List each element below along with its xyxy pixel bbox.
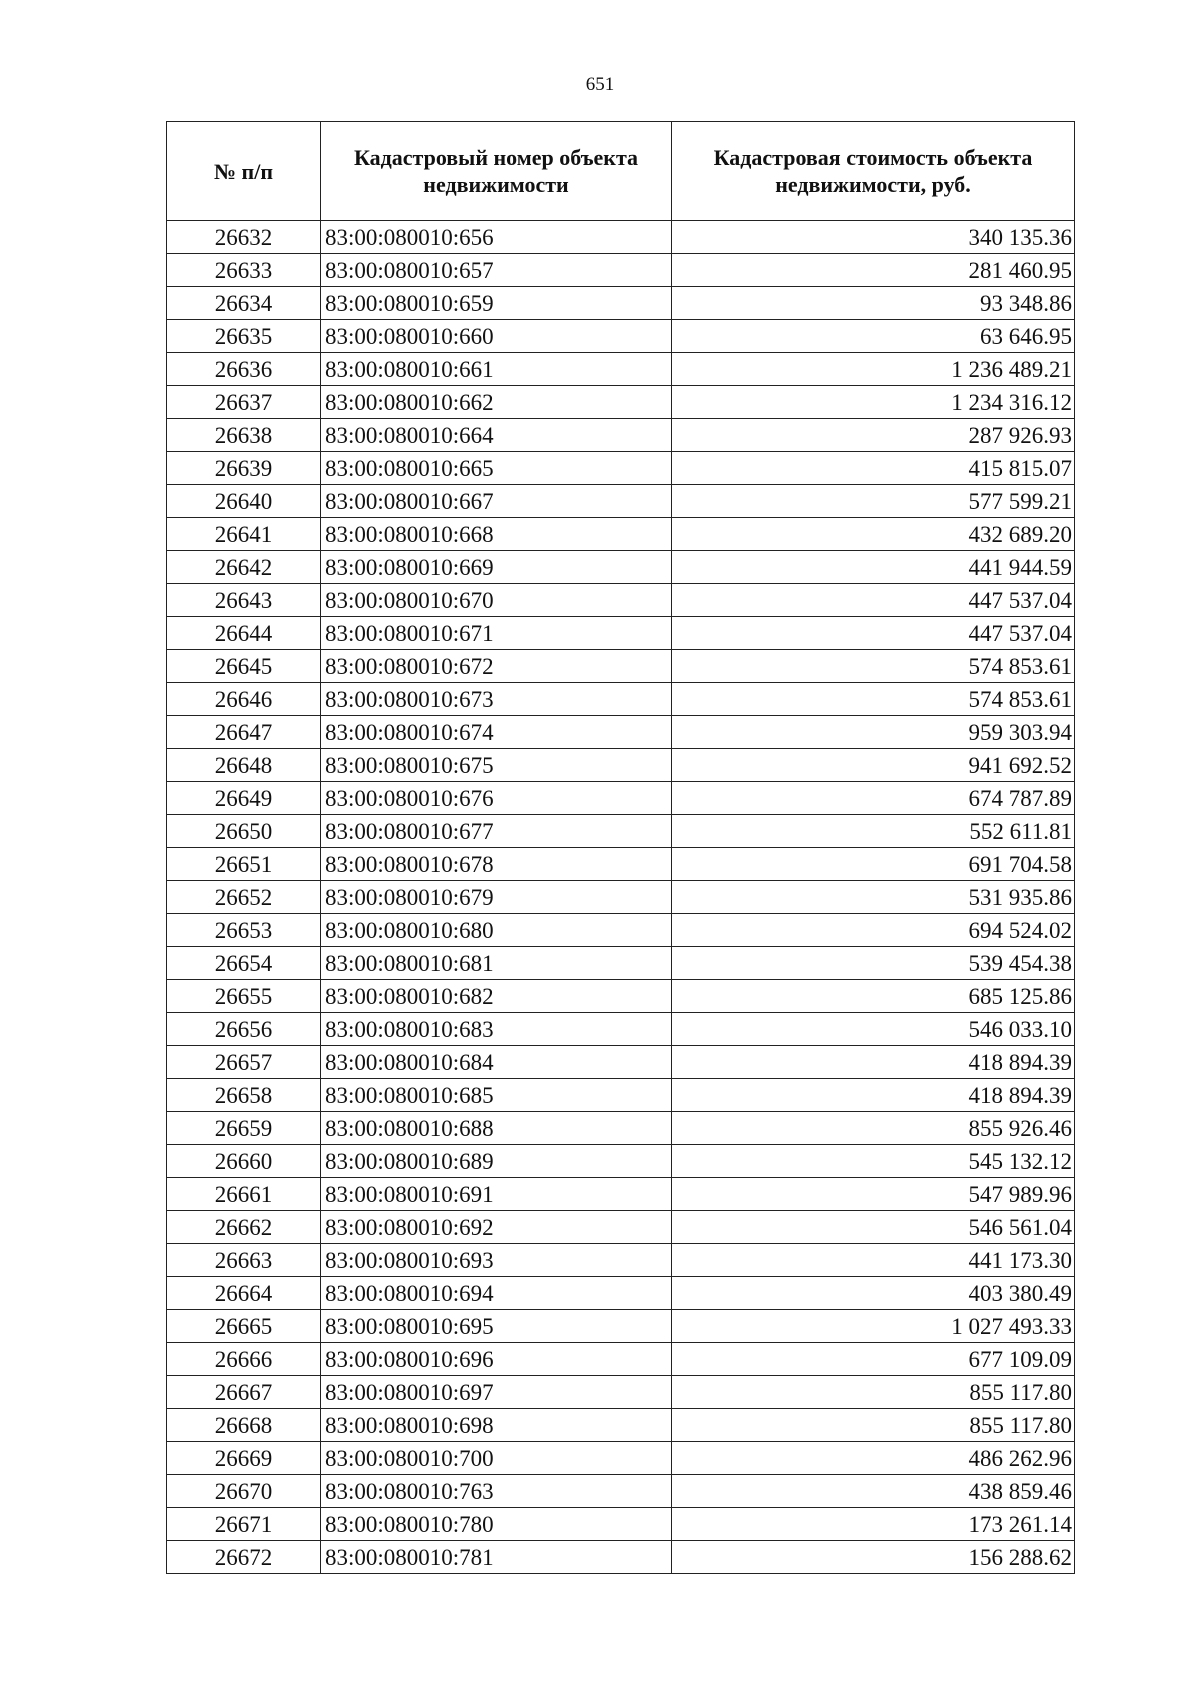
row-number-cell: 26646 [167, 683, 321, 716]
table-row [167, 782, 1075, 815]
cadastral-value-cell: 63 646.95 [672, 320, 1075, 353]
table-row [167, 1244, 1075, 1277]
cadastral-value-cell: 403 380.49 [672, 1277, 1075, 1310]
cadastral-number-cell: 83:00:080010:676 [321, 782, 672, 815]
cadastral-value-cell: 447 537.04 [672, 617, 1075, 650]
row-number-cell: 26653 [167, 914, 321, 947]
table-row [167, 1541, 1075, 1574]
cadastral-value-cell: 418 894.39 [672, 1046, 1075, 1079]
cadastral-value-cell: 547 989.96 [672, 1178, 1075, 1211]
cadastral-value-cell: 691 704.58 [672, 848, 1075, 881]
cadastral-number-cell: 83:00:080010:664 [321, 419, 672, 452]
cadastral-value-cell: 959 303.94 [672, 716, 1075, 749]
cadastral-value-cell: 531 935.86 [672, 881, 1075, 914]
table-row [167, 419, 1075, 452]
table-row [167, 1079, 1075, 1112]
cadastral-value-cell: 674 787.89 [672, 782, 1075, 815]
table-row [167, 980, 1075, 1013]
table-row [167, 881, 1075, 914]
row-number-cell: 26633 [167, 254, 321, 287]
table-row [167, 1211, 1075, 1244]
cadastral-number-cell: 83:00:080010:671 [321, 617, 672, 650]
cadastral-value-cell: 941 692.52 [672, 749, 1075, 782]
row-number-cell: 26661 [167, 1178, 321, 1211]
row-number-cell: 26642 [167, 551, 321, 584]
table-row [167, 683, 1075, 716]
cadastral-value-cell: 855 926.46 [672, 1112, 1075, 1145]
row-number-cell: 26636 [167, 353, 321, 386]
table-row [167, 1409, 1075, 1442]
cadastral-value-table [166, 121, 1075, 1574]
cadastral-number-cell: 83:00:080010:683 [321, 1013, 672, 1046]
row-number-cell: 26632 [167, 221, 321, 254]
cadastral-value-cell: 685 125.86 [672, 980, 1075, 1013]
table-row [167, 1046, 1075, 1079]
row-number-cell: 26664 [167, 1277, 321, 1310]
row-number-cell: 26667 [167, 1376, 321, 1409]
header-cadastral-value: Кадастровая стоимость объекта недвижимости, руб. [672, 122, 1075, 221]
table-row [167, 1277, 1075, 1310]
cadastral-value-cell: 281 460.95 [672, 254, 1075, 287]
row-number-cell: 26648 [167, 749, 321, 782]
row-number-cell: 26672 [167, 1541, 321, 1574]
cadastral-value-cell: 486 262.96 [672, 1442, 1075, 1475]
table-row [167, 452, 1075, 485]
cadastral-number-cell: 83:00:080010:685 [321, 1079, 672, 1112]
row-number-cell: 26650 [167, 815, 321, 848]
cadastral-value-cell: 1 234 316.12 [672, 386, 1075, 419]
table-row [167, 815, 1075, 848]
row-number-cell: 26660 [167, 1145, 321, 1178]
cadastral-number-cell: 83:00:080010:781 [321, 1541, 672, 1574]
cadastral-number-cell: 83:00:080010:675 [321, 749, 672, 782]
table-row [167, 1013, 1075, 1046]
cadastral-number-cell: 83:00:080010:662 [321, 386, 672, 419]
table-row [167, 254, 1075, 287]
table-row [167, 617, 1075, 650]
cadastral-value-cell: 432 689.20 [672, 518, 1075, 551]
row-number-cell: 26644 [167, 617, 321, 650]
cadastral-number-cell: 83:00:080010:700 [321, 1442, 672, 1475]
row-number-cell: 26665 [167, 1310, 321, 1343]
table-row [167, 1112, 1075, 1145]
cadastral-number-cell: 83:00:080010:667 [321, 485, 672, 518]
row-number-cell: 26643 [167, 584, 321, 617]
row-number-cell: 26669 [167, 1442, 321, 1475]
table-row [167, 518, 1075, 551]
row-number-cell: 26635 [167, 320, 321, 353]
row-number-cell: 26663 [167, 1244, 321, 1277]
cadastral-value-cell: 173 261.14 [672, 1508, 1075, 1541]
cadastral-number-cell: 83:00:080010:696 [321, 1343, 672, 1376]
table-row [167, 221, 1075, 254]
cadastral-number-cell: 83:00:080010:697 [321, 1376, 672, 1409]
cadastral-value-cell: 418 894.39 [672, 1079, 1075, 1112]
row-number-cell: 26634 [167, 287, 321, 320]
cadastral-value-cell: 340 135.36 [672, 221, 1075, 254]
cadastral-value-cell: 855 117.80 [672, 1376, 1075, 1409]
cadastral-value-cell: 577 599.21 [672, 485, 1075, 518]
cadastral-number-cell: 83:00:080010:780 [321, 1508, 672, 1541]
header-row [167, 122, 1075, 221]
cadastral-value-cell: 694 524.02 [672, 914, 1075, 947]
cadastral-value-cell: 441 944.59 [672, 551, 1075, 584]
cadastral-value-cell: 574 853.61 [672, 650, 1075, 683]
header-num: № п/п [167, 122, 321, 221]
cadastral-value-cell: 546 561.04 [672, 1211, 1075, 1244]
cadastral-value-cell: 677 109.09 [672, 1343, 1075, 1376]
table-header [167, 122, 1075, 221]
cadastral-number-cell: 83:00:080010:679 [321, 881, 672, 914]
row-number-cell: 26652 [167, 881, 321, 914]
row-number-cell: 26662 [167, 1211, 321, 1244]
cadastral-value-cell: 855 117.80 [672, 1409, 1075, 1442]
cadastral-number-cell: 83:00:080010:657 [321, 254, 672, 287]
table-row [167, 1343, 1075, 1376]
cadastral-value-cell: 447 537.04 [672, 584, 1075, 617]
table-row [167, 353, 1075, 386]
cadastral-value-cell: 93 348.86 [672, 287, 1075, 320]
table-row [167, 584, 1075, 617]
table-row [167, 1508, 1075, 1541]
row-number-cell: 26645 [167, 650, 321, 683]
row-number-cell: 26671 [167, 1508, 321, 1541]
row-number-cell: 26666 [167, 1343, 321, 1376]
table-row [167, 320, 1075, 353]
table-row [167, 1145, 1075, 1178]
cadastral-value-cell: 441 173.30 [672, 1244, 1075, 1277]
cadastral-number-cell: 83:00:080010:660 [321, 320, 672, 353]
cadastral-number-cell: 83:00:080010:692 [321, 1211, 672, 1244]
table-row [167, 716, 1075, 749]
row-number-cell: 26640 [167, 485, 321, 518]
table-row [167, 1475, 1075, 1508]
cadastral-value-cell: 287 926.93 [672, 419, 1075, 452]
table-row [167, 848, 1075, 881]
row-number-cell: 26638 [167, 419, 321, 452]
cadastral-number-cell: 83:00:080010:682 [321, 980, 672, 1013]
cadastral-number-cell: 83:00:080010:659 [321, 287, 672, 320]
cadastral-number-cell: 83:00:080010:672 [321, 650, 672, 683]
row-number-cell: 26659 [167, 1112, 321, 1145]
cadastral-number-cell: 83:00:080010:670 [321, 584, 672, 617]
cadastral-number-cell: 83:00:080010:689 [321, 1145, 672, 1178]
cadastral-number-cell: 83:00:080010:694 [321, 1277, 672, 1310]
table-row [167, 485, 1075, 518]
page-number: 651 [585, 74, 615, 95]
cadastral-value-cell: 546 033.10 [672, 1013, 1075, 1046]
cadastral-value-cell: 574 853.61 [672, 683, 1075, 716]
row-number-cell: 26647 [167, 716, 321, 749]
row-number-cell: 26641 [167, 518, 321, 551]
cadastral-number-cell: 83:00:080010:668 [321, 518, 672, 551]
row-number-cell: 26658 [167, 1079, 321, 1112]
cadastral-value-cell: 552 611.81 [672, 815, 1075, 848]
cadastral-value-cell: 415 815.07 [672, 452, 1075, 485]
table-row [167, 386, 1075, 419]
cadastral-number-cell: 83:00:080010:691 [321, 1178, 672, 1211]
cadastral-value-cell: 545 132.12 [672, 1145, 1075, 1178]
header-cadastral-number: Кадастровый номер объекта недвижимости [321, 122, 672, 221]
cadastral-number-cell: 83:00:080010:688 [321, 1112, 672, 1145]
row-number-cell: 26657 [167, 1046, 321, 1079]
cadastral-number-cell: 83:00:080010:669 [321, 551, 672, 584]
cadastral-number-cell: 83:00:080010:678 [321, 848, 672, 881]
table-row [167, 1376, 1075, 1409]
table-row [167, 947, 1075, 980]
table-row [167, 1442, 1075, 1475]
cadastral-value-cell: 438 859.46 [672, 1475, 1075, 1508]
row-number-cell: 26637 [167, 386, 321, 419]
row-number-cell: 26654 [167, 947, 321, 980]
cadastral-number-cell: 83:00:080010:656 [321, 221, 672, 254]
table-row [167, 1310, 1075, 1343]
table-row [167, 650, 1075, 683]
cadastral-number-cell: 83:00:080010:693 [321, 1244, 672, 1277]
table-body [167, 221, 1075, 1574]
row-number-cell: 26651 [167, 848, 321, 881]
cadastral-number-cell: 83:00:080010:661 [321, 353, 672, 386]
cadastral-value-cell: 1 027 493.33 [672, 1310, 1075, 1343]
cadastral-number-cell: 83:00:080010:684 [321, 1046, 672, 1079]
cadastral-number-cell: 83:00:080010:763 [321, 1475, 672, 1508]
cadastral-number-cell: 83:00:080010:674 [321, 716, 672, 749]
row-number-cell: 26668 [167, 1409, 321, 1442]
cadastral-number-cell: 83:00:080010:665 [321, 452, 672, 485]
row-number-cell: 26656 [167, 1013, 321, 1046]
row-number-cell: 26670 [167, 1475, 321, 1508]
table-row [167, 287, 1075, 320]
table-row [167, 551, 1075, 584]
cadastral-number-cell: 83:00:080010:695 [321, 1310, 672, 1343]
row-number-cell: 26639 [167, 452, 321, 485]
row-number-cell: 26649 [167, 782, 321, 815]
cadastral-number-cell: 83:00:080010:677 [321, 815, 672, 848]
table-row [167, 914, 1075, 947]
cadastral-number-cell: 83:00:080010:673 [321, 683, 672, 716]
cadastral-number-cell: 83:00:080010:698 [321, 1409, 672, 1442]
cadastral-value-cell: 539 454.38 [672, 947, 1075, 980]
cadastral-number-cell: 83:00:080010:680 [321, 914, 672, 947]
cadastral-value-cell: 1 236 489.21 [672, 353, 1075, 386]
table-row [167, 749, 1075, 782]
row-number-cell: 26655 [167, 980, 321, 1013]
cadastral-value-cell: 156 288.62 [672, 1541, 1075, 1574]
cadastral-number-cell: 83:00:080010:681 [321, 947, 672, 980]
table-row [167, 1178, 1075, 1211]
